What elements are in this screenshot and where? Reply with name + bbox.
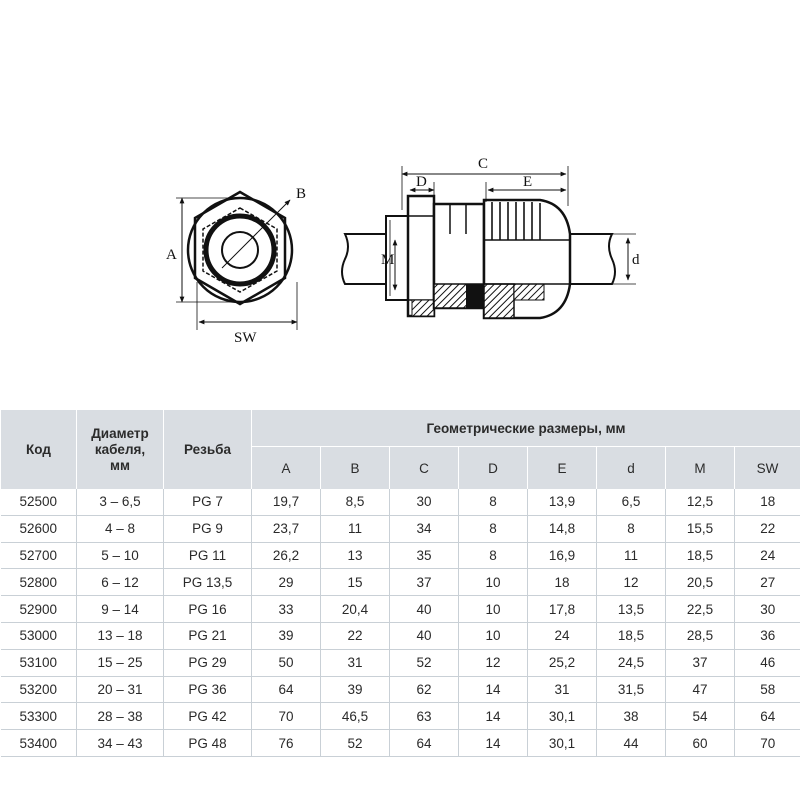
cell-dim-a: 33 [252, 596, 321, 623]
cell-dim-d: 14 [459, 676, 528, 703]
cell-dim-b: 20,4 [321, 596, 390, 623]
cell-dim-small-d: 8 [597, 515, 666, 542]
header-cable-diameter [77, 410, 164, 489]
cell-dim-b: 13 [321, 542, 390, 569]
cell-thread: PG 21 [164, 622, 252, 649]
cell-dim-c: 63 [390, 703, 459, 730]
cell-dim-e: 30,1 [528, 730, 597, 757]
cell-dim-e: 18 [528, 569, 597, 596]
cell-cable-diameter: 6 – 12 [77, 569, 164, 596]
table-row [1, 622, 800, 649]
cell-dim-d: 14 [459, 703, 528, 730]
cell-code: 53300 [1, 703, 77, 730]
cell-dim-c: 62 [390, 676, 459, 703]
cell-dim-small-d: 6,5 [597, 489, 666, 515]
cell-dim-a: 23,7 [252, 515, 321, 542]
cell-dim-d: 10 [459, 622, 528, 649]
cell-dim-m: 28,5 [666, 622, 735, 649]
cell-dim-sw: 46 [735, 649, 800, 676]
cell-dim-c: 37 [390, 569, 459, 596]
cell-dim-b: 11 [321, 515, 390, 542]
cell-dim-e: 30,1 [528, 703, 597, 730]
cell-dim-d: 8 [459, 489, 528, 515]
table-row [1, 730, 800, 757]
cell-dim-d: 10 [459, 569, 528, 596]
cell-code: 53100 [1, 649, 77, 676]
cell-dim-sw: 24 [735, 542, 800, 569]
cell-dim-c: 30 [390, 489, 459, 515]
cell-cable-diameter: 5 – 10 [77, 542, 164, 569]
cell-dim-b: 8,5 [321, 489, 390, 515]
cell-dim-a: 70 [252, 703, 321, 730]
cell-dim-sw: 36 [735, 622, 800, 649]
cell-dim-small-d: 18,5 [597, 622, 666, 649]
cell-dim-small-d: 31,5 [597, 676, 666, 703]
cell-dim-m: 20,5 [666, 569, 735, 596]
cell-dim-small-d: 13,5 [597, 596, 666, 623]
cell-dim-m: 60 [666, 730, 735, 757]
cell-dim-c: 52 [390, 649, 459, 676]
table-row [1, 649, 800, 676]
cell-dim-sw: 22 [735, 515, 800, 542]
cell-dim-small-d: 11 [597, 542, 666, 569]
cell-dim-a: 26,2 [252, 542, 321, 569]
header-dim-sw: SW [735, 447, 800, 490]
header-code: Код [1, 410, 77, 489]
cell-dim-c: 35 [390, 542, 459, 569]
cell-code: 52900 [1, 596, 77, 623]
cell-cable-diameter: 15 – 25 [77, 649, 164, 676]
dim-label-e: E [523, 174, 533, 190]
cell-dim-m: 22,5 [666, 596, 735, 623]
cell-dim-m: 12,5 [666, 489, 735, 515]
cell-cable-diameter: 34 – 43 [77, 730, 164, 757]
cell-dim-d: 14 [459, 730, 528, 757]
table-row [1, 489, 800, 515]
cell-dim-e: 16,9 [528, 542, 597, 569]
cell-dim-e: 24 [528, 622, 597, 649]
hex-nut-side [408, 196, 434, 316]
cell-dim-small-d: 12 [597, 569, 666, 596]
cell-thread: PG 7 [164, 489, 252, 515]
cell-cable-diameter: 20 – 31 [77, 676, 164, 703]
cell-dim-sw: 18 [735, 489, 800, 515]
cell-dim-m: 18,5 [666, 542, 735, 569]
cap-knurling [492, 202, 540, 240]
cell-dim-sw: 27 [735, 569, 800, 596]
header-dim-small-d: d [597, 447, 666, 490]
cell-code: 52500 [1, 489, 77, 515]
table-row [1, 515, 800, 542]
cell-dim-d: 8 [459, 542, 528, 569]
cell-dim-e: 14,8 [528, 515, 597, 542]
cell-dim-d: 8 [459, 515, 528, 542]
cell-dim-d: 10 [459, 596, 528, 623]
cell-dim-small-d: 44 [597, 730, 666, 757]
table-row [1, 569, 800, 596]
table-row [1, 596, 800, 623]
header-dim-a: A [252, 447, 321, 490]
table-row [1, 703, 800, 730]
cell-dim-c: 34 [390, 515, 459, 542]
header-geometry-group: Геометрические размеры, мм [252, 410, 800, 447]
cell-dim-d: 12 [459, 649, 528, 676]
cell-dim-m: 47 [666, 676, 735, 703]
cell-thread: PG 48 [164, 730, 252, 757]
dim-label-d: D [416, 174, 427, 190]
cell-dim-e: 31 [528, 676, 597, 703]
header-cable-diameter-line2: кабеля, [94, 441, 146, 457]
table-body [1, 489, 800, 756]
cell-dim-a: 64 [252, 676, 321, 703]
cell-dim-b: 15 [321, 569, 390, 596]
cell-code: 53200 [1, 676, 77, 703]
specification-table [0, 410, 800, 757]
cell-dim-c: 64 [390, 730, 459, 757]
cell-dim-m: 54 [666, 703, 735, 730]
cell-code: 53400 [1, 730, 77, 757]
cell-dim-a: 29 [252, 569, 321, 596]
dim-label-c: C [478, 156, 489, 172]
cell-dim-sw: 64 [735, 703, 800, 730]
cell-dim-b: 39 [321, 676, 390, 703]
cell-code: 52600 [1, 515, 77, 542]
cell-dim-a: 19,7 [252, 489, 321, 515]
cell-thread: PG 16 [164, 596, 252, 623]
header-thread: Резьба [164, 410, 252, 489]
dim-label-b: B [296, 186, 307, 202]
table-header-row [1, 410, 800, 447]
header-cable-diameter-line3: мм [110, 457, 130, 473]
cell-cable-diameter: 4 – 8 [77, 515, 164, 542]
cell-dim-e: 13,9 [528, 489, 597, 515]
cell-thread: PG 42 [164, 703, 252, 730]
dim-label-sw: SW [234, 330, 257, 346]
cell-dim-m: 37 [666, 649, 735, 676]
cell-thread: PG 36 [164, 676, 252, 703]
cell-dim-e: 17,8 [528, 596, 597, 623]
header-cable-diameter-line1: Диаметр [91, 425, 149, 441]
cell-dim-b: 31 [321, 649, 390, 676]
cell-dim-sw: 70 [735, 730, 800, 757]
cell-dim-e: 25,2 [528, 649, 597, 676]
cell-dim-a: 50 [252, 649, 321, 676]
table-row [1, 676, 800, 703]
cell-dim-c: 40 [390, 622, 459, 649]
cell-dim-m: 15,5 [666, 515, 735, 542]
cell-dim-sw: 30 [735, 596, 800, 623]
cell-cable-diameter: 13 – 18 [77, 622, 164, 649]
header-dim-b: B [321, 447, 390, 490]
cell-dim-b: 52 [321, 730, 390, 757]
dim-label-a: A [166, 247, 177, 263]
cell-dim-b: 46,5 [321, 703, 390, 730]
cell-thread: PG 11 [164, 542, 252, 569]
cell-dim-c: 40 [390, 596, 459, 623]
cell-dim-sw: 58 [735, 676, 800, 703]
cell-dim-small-d: 24,5 [597, 649, 666, 676]
header-dim-c: C [390, 447, 459, 490]
cell-dim-small-d: 38 [597, 703, 666, 730]
cell-thread: PG 9 [164, 515, 252, 542]
header-dim-e: E [528, 447, 597, 490]
cell-cable-diameter: 9 – 14 [77, 596, 164, 623]
header-dim-m: M [666, 447, 735, 490]
table-row [1, 542, 800, 569]
cell-thread: PG 13,5 [164, 569, 252, 596]
cell-dim-b: 22 [321, 622, 390, 649]
cell-code: 52700 [1, 542, 77, 569]
cell-dim-a: 76 [252, 730, 321, 757]
cell-dim-a: 39 [252, 622, 321, 649]
front-view [176, 192, 297, 330]
cell-code: 53000 [1, 622, 77, 649]
cell-thread: PG 29 [164, 649, 252, 676]
cell-code: 52800 [1, 569, 77, 596]
dim-label-small-d: d [632, 252, 640, 268]
side-view [342, 166, 636, 318]
dim-label-m: M [381, 252, 395, 268]
header-dim-d: D [459, 447, 528, 490]
cell-cable-diameter: 28 – 38 [77, 703, 164, 730]
cell-cable-diameter: 3 – 6,5 [77, 489, 164, 515]
